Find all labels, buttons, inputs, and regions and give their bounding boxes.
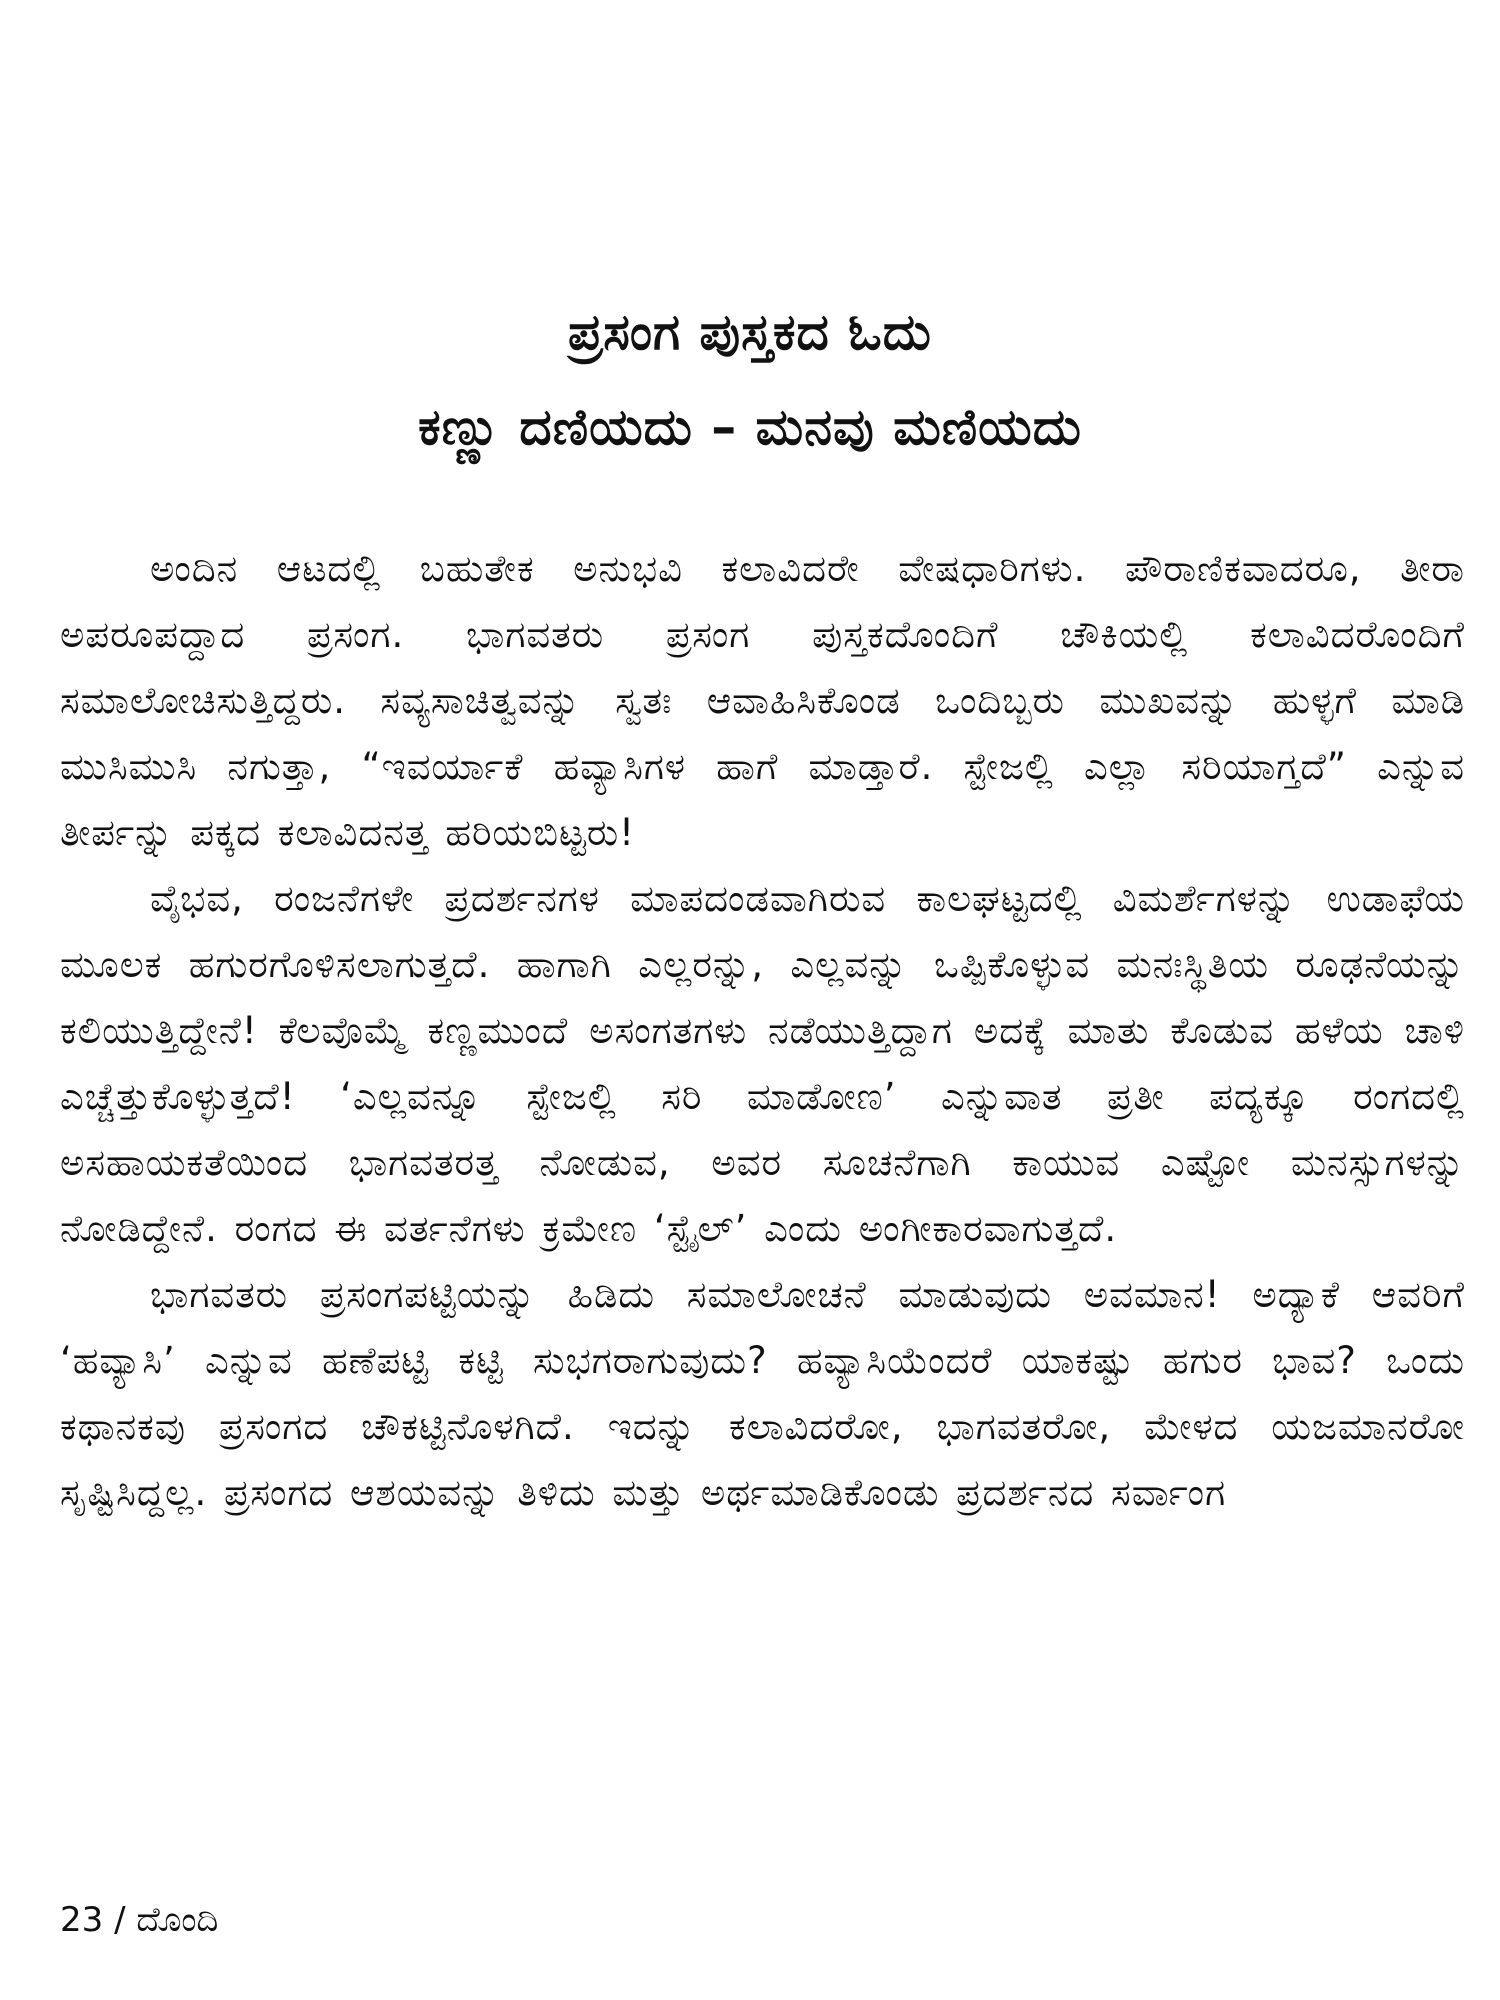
paragraph-3: ಭಾಗವತರು ಪ್ರಸಂಗಪಟ್ಟಿಯನ್ನು ಹಿಡಿದು ಸಮಾಲೋಚನೆ ಮಾಡುವುದು ಅವಮಾನ! ಅದ್ಯಾಕೆ ಆವರಿಗೆ ‘ಹವ್ಯಾಸಿ’ ಎನ್ನುವ ಹಣೆಪಟ್ಟಿ ಕಟ್ಟಿ ಸುಭಗರಾಗುವುದು? ಹವ್ಯಾಸಿಯೆಂದರೆ ಯಾಕಷ್ಟು ಹಗುರ ಭಾವ? ಒಂದು ಕಥಾನಕವು ಪ್ರಸಂಗದ ಚೌಕಟ್ಟಿನೊಳಗಿದೆ. ಇದನ್ನು ಕಲಾವಿದರೋ, ಭಾಗವತರೋ, ಮೇಳದ ಯಜಮಾನರೋ ಸೃಷ್ಟಿಸಿದ್ದಲ್ಲ. ಪ್ರಸಂಗದ ಆಶಯವನ್ನು ತಿಳಿದು ಮತ್ತು ಅರ್ಥಮಾಡಿಕೊಂಡು ಪ್ರದರ್ಶನದ ಸರ್ವಾಂಗ xyxy=(60,1273,1465,1514)
page-number: 23 xyxy=(60,1900,104,1940)
paragraph-2: ವೈಭವ, ರಂಜನೆಗಳೇ ಪ್ರದರ್ಶನಗಳ ಮಾಪದಂಡವಾಗಿರುವ ಕಾಲಘಟ್ಟದಲ್ಲಿ ವಿಮರ್ಶೆಗಳನ್ನು ಉಡಾಫೆಯ ಮೂಲಕ ಹಗುರಗೊಳಿಸಲಾಗುತ್ತದೆ. ಹಾಗಾಗಿ ಎಲ್ಲರನ್ನು, ಎಲ್ಲವನ್ನು ಒಪ್ಪಿಕೊಳ್ಳುವ ಮನಃಸ್ಥಿತಿಯ ರೂಢನೆಯನ್ನು ಕಲಿಯುತ್ತಿದ್ದೇನೆ! ಕೆಲವೊಮ್ಮೆ ಕಣ್ಣಮುಂದೆ ಅಸಂಗತಗಳು ನಡೆಯುತ್ತಿದ್ದಾಗ ಅದಕ್ಕೆ ಮಾತು ಕೊಡುವ ಹಳೆಯ ಚಾಳಿ ಎಚ್ಚೆತ್ತುಕೊಳ್ಳುತ್ತದೆ! ‘ಎಲ್ಲವನ್ನೂ ಸ್ಟೇಜಲ್ಲಿ ಸರಿ ಮಾಡೋಣ’ ಎನ್ನುವಾತ ಪ್ರತೀ ಪದ್ಯಕ್ಕೂ ರಂಗದಲ್ಲಿ ಅಸಹಾಯಕತೆಯಿಂದ ಭಾಗವತರತ್ತ ನೋಡುವ, ಅವರ ಸೂಚನೆಗಾಗಿ ಕಾಯುವ ಎಷ್ಟೋ ಮನಸ್ಸುಗಳನ್ನು ನೋಡಿದ್ದೇನೆ. ರಂಗದ ಈ ವರ್ತನೆಗಳು ಕ್ರಮೇಣ ‘ಸ್ಟೈಲ್’ ಎಂದು ಅಂಗೀಕಾರವಾಗುತ್ತದೆ. xyxy=(60,877,1465,1250)
paragraph-1: ಅಂದಿನ ಆಟದಲ್ಲಿ ಬಹುತೇಕ ಅನುಭವಿ ಕಲಾವಿದರೇ ವೇಷಧಾರಿಗಳು. ಪೌರಾಣಿಕವಾದರೂ, ತೀರಾ ಅಪರೂಪದ್ದಾದ ಪ್ರಸಂಗ. ಭಾಗವತರು ಪ್ರಸಂಗ ಪುಸ್ತಕದೊಂದಿಗೆ ಚೌಕಿಯಲ್ಲಿ ಕಲಾವಿದರೊಂದಿಗೆ ಸಮಾಲೋಚಿಸುತ್ತಿದ್ದರು. ಸವ್ಯಸಾಚಿತ್ವವನ್ನು ಸ್ವತಃ ಆವಾಹಿಸಿಕೊಂಡ ಒಂದಿಬ್ಬರು ಮುಖವನ್ನು ಹುಳ್ಳಗೆ ಮಾಡಿ ಮುಸಿಮುಸಿ ನಗುತ್ತಾ, “ಇವರ್ಯಾಕೆ ಹವ್ಯಾಸಿಗಳ ಹಾಗೆ ಮಾಡ್ತಾರೆ. ಸ್ಟೇಜಲ್ಲಿ ಎಲ್ಲಾ ಸರಿಯಾಗ್ತದೆ” ಎನ್ನುವ ತೀರ್ಪನ್ನು ಪಕ್ಕದ ಕಲಾವಿದನತ್ತ ಹರಿಯಬಿಟ್ಟರು! xyxy=(60,547,1465,854)
footer-separator: / xyxy=(114,1900,126,1940)
body-text xyxy=(60,536,1465,1526)
chapter-title-line-1: ಪ್ರಸಂಗ ಪುಸ್ತಕದ ಓದು xyxy=(568,303,932,361)
chapter-title xyxy=(0,285,1500,475)
chapter-title-line-2: ಕಣ್ಣು ದಣಿಯದು – ಮನವು ಮಣಿಯದು xyxy=(418,398,1082,456)
book-title: ದೊಂದಿ xyxy=(136,1900,219,1940)
page-footer xyxy=(60,1900,218,1940)
